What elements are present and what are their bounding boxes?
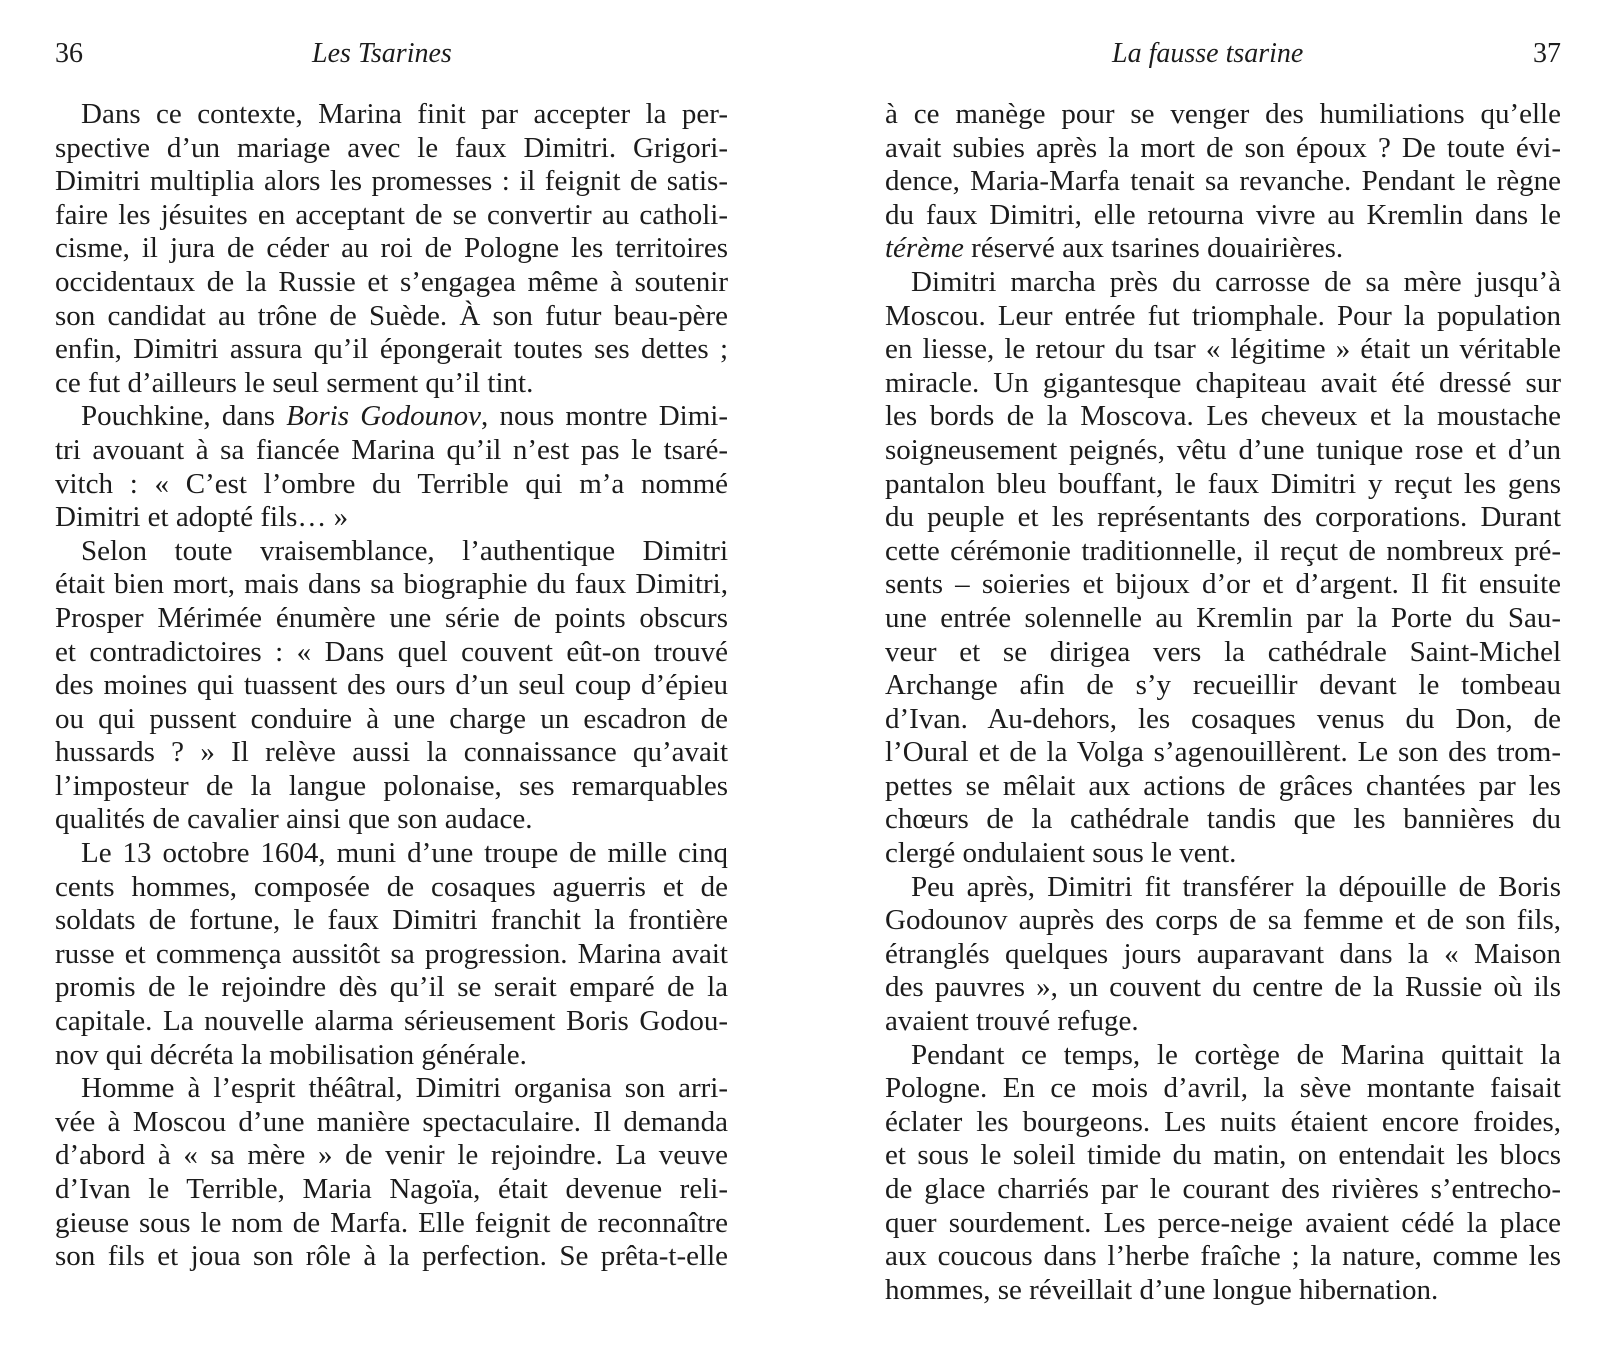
text-line: Dans ce contexte, Marina finit par accepter la per- xyxy=(81,98,728,130)
text-line: du faux Dimitri, elle retourna vivre au Kremlin dans le xyxy=(885,198,1561,231)
text-line: cette cérémonie traditionnelle, il reçut de nombreux pré- xyxy=(885,534,1561,567)
right-page-header xyxy=(885,36,1561,76)
page-number: 36 xyxy=(55,38,83,69)
left-page-body xyxy=(55,98,728,1274)
text-line: faire les jésuites en acceptant de se convertir au catholi- xyxy=(55,198,728,231)
text-line: des pauvres », un couvent du centre de la Russie où ils xyxy=(885,971,1561,1004)
text-line: avait subies après la mort de son époux ? De toute évi- xyxy=(885,131,1561,164)
text-line: Selon toute vraisemblance, l’authentique Dimitri xyxy=(81,534,728,567)
text-line: des moines qui tuassent des ours d’un seul coup d’épieu xyxy=(55,669,728,702)
text-run: , nous montre Dimi- xyxy=(481,400,728,433)
text-line: à ce manège pour se venger des humiliations qu’elle xyxy=(885,98,1561,130)
text-line: aux coucous dans l’herbe fraîche ; la nature, comme les xyxy=(885,1240,1561,1273)
text-line: hommes, se réveillait d’une longue hibernation. xyxy=(885,1273,1439,1306)
text-line: vée à Moscou d’une manière spectaculaire. Il demanda xyxy=(55,1105,728,1138)
text-line: cisme, il jura de céder au roi de Pologne les territoires xyxy=(55,232,728,265)
text-line: quer sourdement. Les perce-neige avaient cédé la place xyxy=(885,1206,1561,1239)
text-line: russe et commença aussitôt sa progression. Marina avait xyxy=(55,937,728,970)
text-line: Dimitri et adopté fils… » xyxy=(55,501,349,534)
text-run: réservé aux tsarines douairières. xyxy=(963,232,1344,265)
text-line: Peu après, Dimitri fit transférer la dépouille de Boris xyxy=(911,870,1561,903)
text-line: Godounov auprès des corps de sa femme et de son fils, xyxy=(885,904,1561,937)
text-run: Pouchkine, dans xyxy=(81,400,287,433)
text-line: et sous le soleil timide du matin, on entendait les blocs xyxy=(885,1139,1561,1172)
text-line: miracle. Un gigantesque chapiteau avait été dressé sur xyxy=(885,366,1561,399)
text-line: promis de le rejoindre dès qu’il se serait emparé de la xyxy=(55,971,728,1004)
text-line: Homme à l’esprit théâtral, Dimitri organisa son arri- xyxy=(81,1072,728,1105)
running-title: Les Tsarines xyxy=(312,38,452,69)
text-line: soldats de fortune, le faux Dimitri franchit la frontière xyxy=(55,904,728,937)
text-line: l’imposteur de la langue polonaise, ses remarquables xyxy=(55,769,728,802)
text-line: était bien mort, mais dans sa biographie du faux Dimitri, xyxy=(55,568,728,601)
text-line: Pologne. En ce mois d’avril, la sève montante faisait xyxy=(885,1072,1561,1105)
text-line: enfin, Dimitri assura qu’il épongerait toutes ses dettes ; xyxy=(55,333,728,366)
text-line: d’abord à « sa mère » de venir le rejoindre. La veuve xyxy=(55,1139,728,1172)
text-line: Dimitri multiplia alors les promesses : il feignit de satis- xyxy=(55,165,728,198)
page-number: 37 xyxy=(1533,38,1561,69)
text-line: sents – soieries et bijoux d’or et d’argent. Il fit ensuite xyxy=(885,568,1561,601)
text-line xyxy=(885,232,1561,266)
text-line xyxy=(55,400,728,434)
text-line: l’Oural et de la Volga s’agenouillèrent. Le son des trom- xyxy=(885,736,1561,769)
text-line: qualités de cavalier ainsi que son audace. xyxy=(55,803,533,836)
left-page xyxy=(55,0,728,1372)
text-line: hussards ? » Il relève aussi la connaissance qu’avait xyxy=(55,736,728,769)
book-title-italic: Boris Godounov xyxy=(286,400,482,433)
text-line: en liesse, le retour du tsar « légitime » était un véritable xyxy=(885,333,1561,366)
text-line: clergé ondulaient sous le vent. xyxy=(885,837,1237,870)
text-line: ou qui pussent conduire à une charge un escadron de xyxy=(55,702,728,735)
text-line: spective d’un mariage avec le faux Dimitri. Grigori- xyxy=(55,131,728,164)
text-line: nov qui décréta la mobilisation générale. xyxy=(55,1038,527,1071)
text-line: chœurs de la cathédrale tandis que les bannières du xyxy=(885,803,1561,836)
text-line: Pendant ce temps, le cortège de Marina quittait la xyxy=(911,1038,1561,1071)
running-title: La fausse tsarine xyxy=(1112,38,1304,69)
text-line: ce fut d’ailleurs le seul serment qu’il tint. xyxy=(55,366,534,399)
text-line: du peuple et les représentants des corporations. Durant xyxy=(885,501,1561,534)
text-line: Archange afin de s’y recueillir devant le tombeau xyxy=(885,669,1561,702)
text-line: veur et se dirigea vers la cathédrale Saint-Michel xyxy=(885,635,1561,668)
text-line: pantalon bleu bouffant, le faux Dimitri y reçut les gens xyxy=(885,467,1561,500)
text-line: vitch : « C’est l’ombre du Terrible qui m’a nommé xyxy=(55,467,728,500)
text-line: pettes se mêlait aux actions de grâces chantées par les xyxy=(885,769,1561,802)
term-italic: térème xyxy=(885,232,964,265)
text-line: son fils et joua son rôle à la perfection. Se prêta-t-elle xyxy=(55,1240,728,1273)
text-line: occidentaux de la Russie et s’engagea même à soutenir xyxy=(55,265,728,298)
text-line: dence, Maria-Marfa tenait sa revanche. Pendant le règne xyxy=(885,165,1561,198)
text-line: capitale. La nouvelle alarma sérieusement Boris Godou- xyxy=(55,1005,728,1038)
right-page xyxy=(885,0,1561,1372)
text-line: de glace charriés par le courant des rivières s’entrecho- xyxy=(885,1173,1561,1205)
text-line: son candidat au trône de Suède. À son futur beau-père xyxy=(55,299,728,332)
text-line: Moscou. Leur entrée fut triomphale. Pour la population xyxy=(885,299,1561,332)
text-line: avaient trouvé refuge. xyxy=(885,1005,1139,1038)
text-line: éclater les bourgeons. Les nuits étaient encore froides, xyxy=(885,1105,1561,1138)
text-line: une entrée solennelle au Kremlin par la Porte du Sau- xyxy=(885,601,1561,634)
right-page-body xyxy=(885,98,1561,1307)
text-line: soigneusement peignés, vêtu d’une tunique rose et d’un xyxy=(885,433,1561,466)
text-line: gieuse sous le nom de Marfa. Elle feignit de reconnaître xyxy=(55,1206,728,1239)
text-line: tri avouant à sa fiancée Marina qu’il n’est pas le tsaré- xyxy=(55,433,728,466)
text-line: d’Ivan le Terrible, Maria Nagoïa, était devenue reli- xyxy=(55,1173,728,1205)
text-line: Le 13 octobre 1604, muni d’une troupe de mille cinq xyxy=(81,837,728,870)
text-line: cents hommes, composée de cosaques aguerris et de xyxy=(55,870,728,903)
text-line: d’Ivan. Au-dehors, les cosaques venus du Don, de xyxy=(885,702,1561,735)
left-page-header xyxy=(55,36,728,76)
text-line: Dimitri marcha près du carrosse de sa mère jusqu’à xyxy=(911,265,1561,298)
text-line: les bords de la Moscova. Les cheveux et la moustache xyxy=(885,400,1561,433)
text-line: étranglés quelques jours auparavant dans la « Maison xyxy=(885,937,1561,970)
text-line: Prosper Mérimée énumère une série de points obscurs xyxy=(55,601,728,634)
text-line: et contradictoires : « Dans quel couvent eût-on trouvé xyxy=(55,635,728,668)
